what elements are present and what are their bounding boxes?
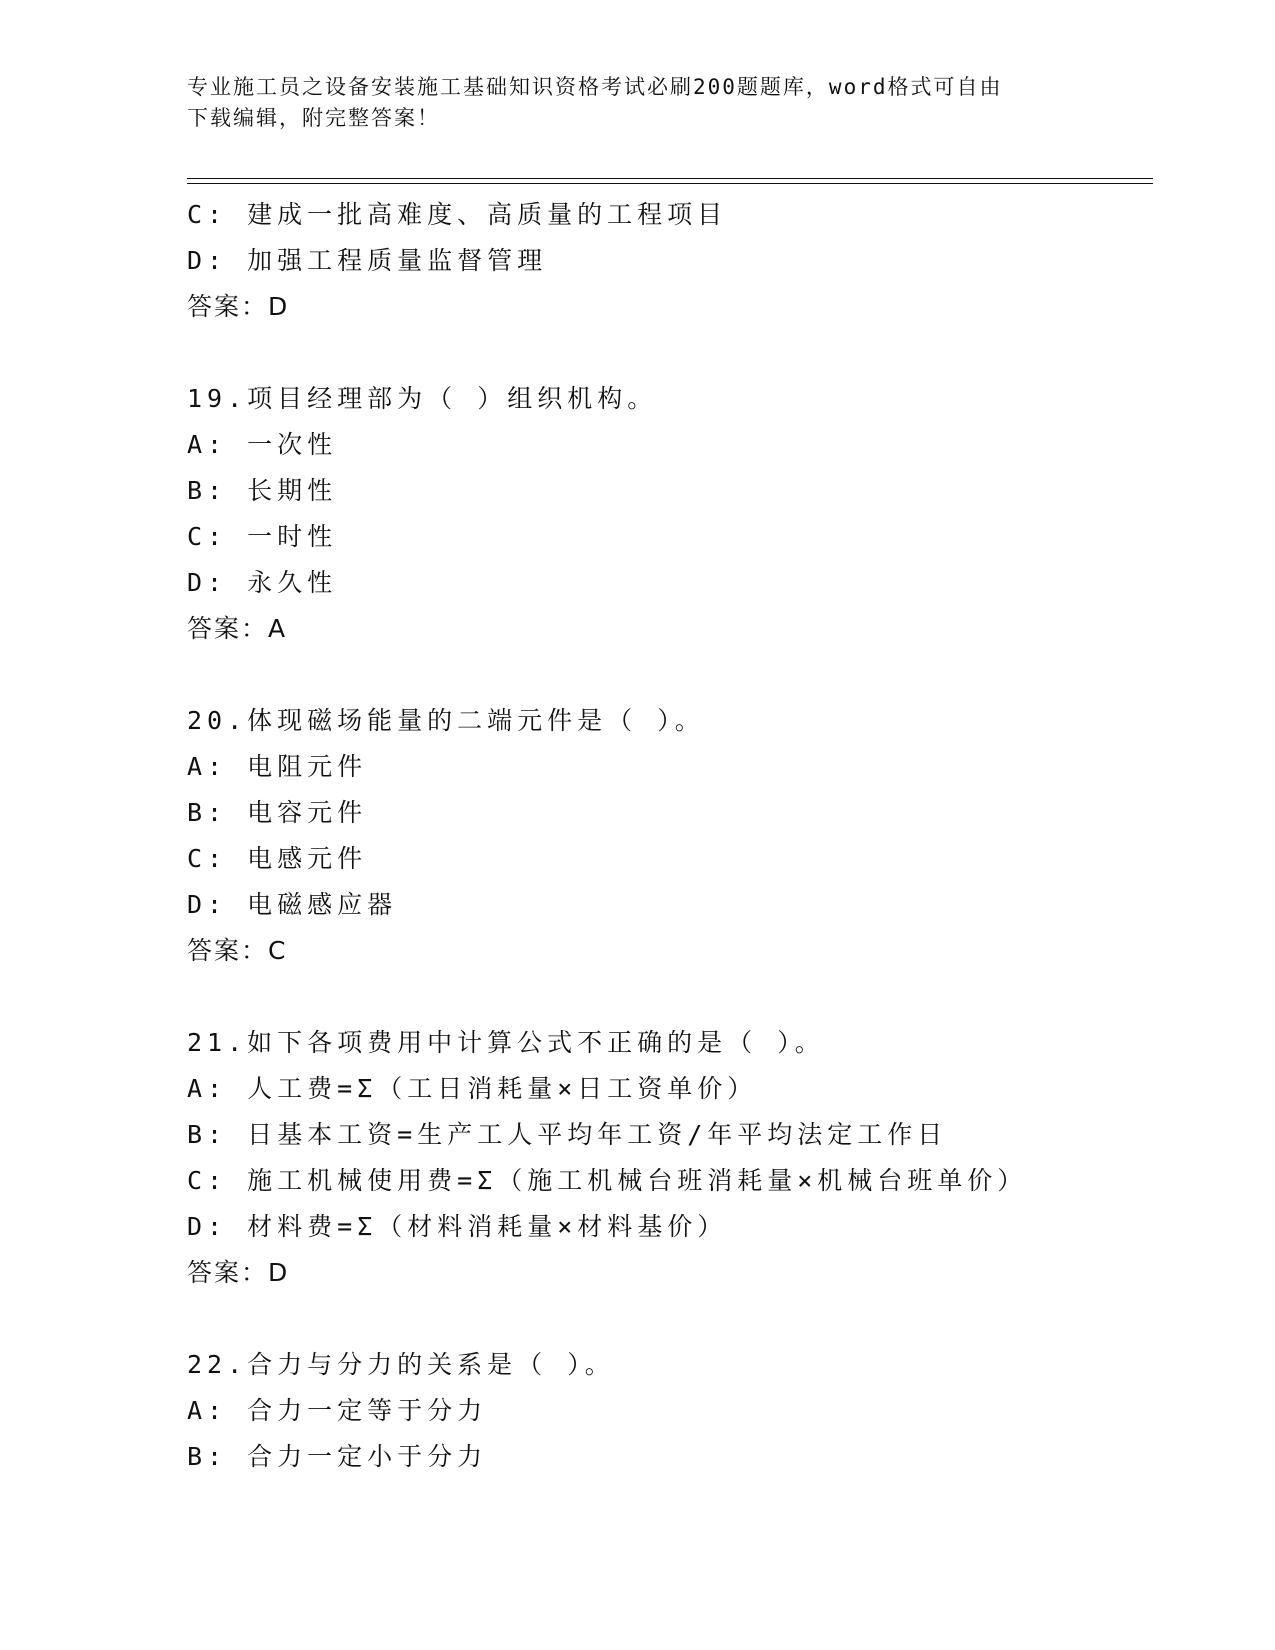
question-21-option-a: A: 人工费=Σ（工日消耗量×日工资单价）	[187, 1074, 758, 1103]
question-20-option-d: D: 电磁感应器	[187, 890, 398, 919]
question-19-text: 19.项目经理部为（ ）组织机构。	[187, 384, 658, 413]
spacer	[187, 330, 1147, 376]
question-19-block	[187, 376, 1147, 652]
question-22-text: 22.合力与分力的关系是（ ）。	[187, 1350, 615, 1379]
question-20-block	[187, 698, 1147, 974]
question-21-option-b: B: 日基本工资=生产工人平均年工资/年平均法定工作日	[187, 1120, 948, 1149]
question-list	[187, 192, 1147, 1480]
question-21-option-c: C: 施工机械使用费=Σ（施工机械台班消耗量×机械台班单价）	[187, 1166, 1028, 1195]
question-22-option-b: B: 合力一定小于分力	[187, 1442, 488, 1471]
header-line-1: 专业施工员之设备安装施工基础知识资格考试必刷200题题库，word格式可自由	[187, 75, 1003, 99]
question-22-option-a: A: 合力一定等于分力	[187, 1396, 488, 1425]
question-21-block	[187, 1020, 1147, 1296]
question-19-option-a: A: 一次性	[187, 430, 338, 459]
question-20-answer: 答案：C	[187, 936, 288, 965]
question-21-answer: 答案：D	[187, 1258, 290, 1287]
question-19-option-d: D: 永久性	[187, 568, 338, 597]
question-21-option-d: D: 材料费=Σ（材料消耗量×材料基价）	[187, 1212, 728, 1241]
document-header	[187, 72, 1067, 134]
question-19-answer: 答案：A	[187, 614, 288, 643]
question-19-option-c: C: 一时性	[187, 522, 338, 551]
question-21-text: 21.如下各项费用中计算公式不正确的是（ ）。	[187, 1028, 825, 1057]
question-18-block	[187, 192, 1147, 330]
header-divider-bottom	[187, 183, 1153, 184]
question-20-text: 20.体现磁场能量的二端元件是（ ）。	[187, 706, 705, 735]
spacer	[187, 652, 1147, 698]
question-20-option-b: B: 电容元件	[187, 798, 368, 827]
question-20-option-c: C: 电感元件	[187, 844, 368, 873]
question-20-option-a: A: 电阻元件	[187, 752, 368, 781]
header-divider-top	[187, 178, 1153, 179]
question-18-answer: 答案：D	[187, 292, 290, 321]
question-18-option-c: C: 建成一批高难度、高质量的工程项目	[187, 200, 728, 229]
question-22-block	[187, 1342, 1147, 1480]
header-line-2: 下载编辑，附完整答案！	[187, 106, 440, 130]
spacer	[187, 974, 1147, 1020]
spacer	[187, 1296, 1147, 1342]
question-18-option-d: D: 加强工程质量监督管理	[187, 246, 548, 275]
question-19-option-b: B: 长期性	[187, 476, 338, 505]
